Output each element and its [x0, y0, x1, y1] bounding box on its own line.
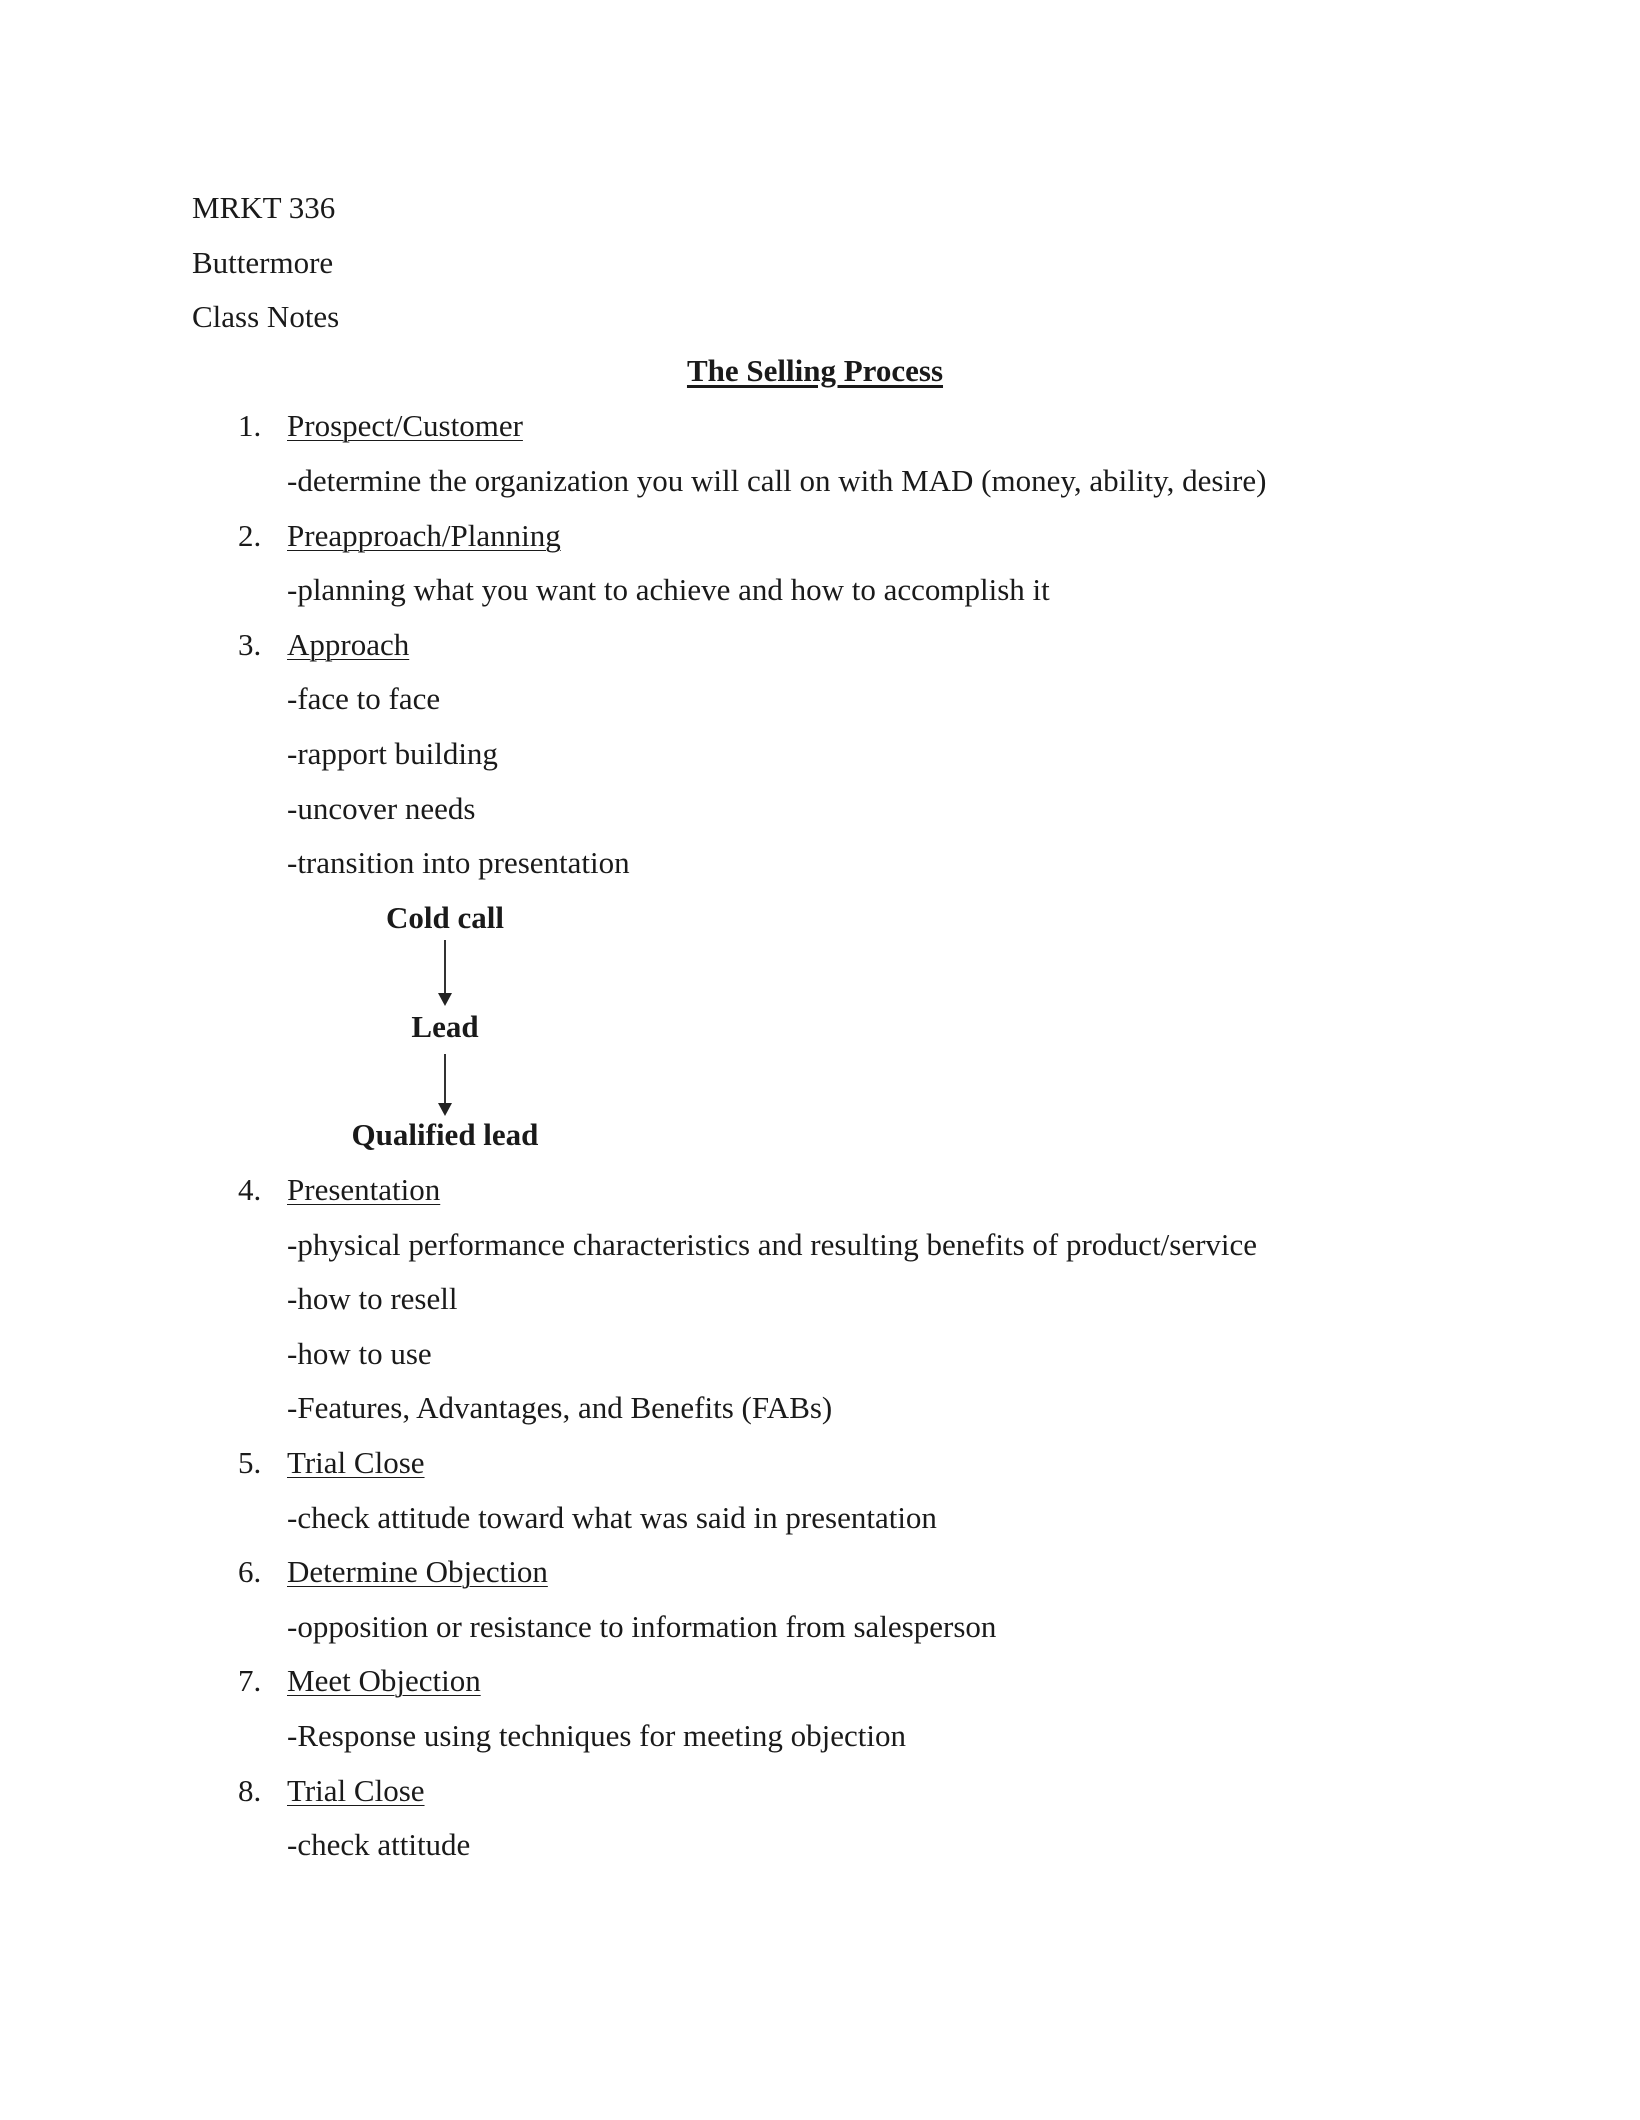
step-number: 2. [238, 518, 262, 553]
flow-node-qualified-lead: Qualified lead [351, 1117, 539, 1152]
flow-arrow-down-icon [435, 940, 455, 1006]
step-detail: -opposition or resistance to information from salesperson [287, 1609, 997, 1644]
step-number: 7. [238, 1663, 262, 1698]
step-heading: Presentation [287, 1172, 441, 1207]
instructor-name: Buttermore [192, 245, 334, 280]
step-number: 6. [238, 1554, 262, 1589]
step-heading: Preapproach/Planning [287, 518, 561, 553]
step-detail: -how to use [287, 1336, 432, 1371]
step-heading: Approach [287, 627, 410, 662]
step-heading: Meet Objection [287, 1663, 481, 1698]
step-heading: Prospect/Customer [287, 408, 523, 443]
step-number: 4. [238, 1172, 262, 1207]
step-heading: Determine Objection [287, 1554, 548, 1589]
step-number: 1. [238, 408, 262, 443]
step-detail: -how to resell [287, 1281, 458, 1316]
step-detail: -planning what you want to achieve and how to accomplish it [287, 572, 1050, 607]
step-detail: -face to face [287, 681, 441, 716]
step-detail: -determine the organization you will call on with MAD (money, ability, desire) [287, 463, 1267, 498]
flow-arrow-down-icon [435, 1054, 455, 1120]
step-heading: Trial Close [287, 1773, 425, 1808]
step-detail: -Response using techniques for meeting objection [287, 1718, 907, 1753]
step-detail: -uncover needs [287, 791, 476, 826]
step-number: 5. [238, 1445, 262, 1480]
step-detail: -check attitude [287, 1827, 471, 1862]
page-title: The Selling Process [686, 353, 944, 388]
step-number: 8. [238, 1773, 262, 1808]
flow-node-cold-call: Cold call [386, 900, 504, 935]
step-detail: -rapport building [287, 736, 498, 771]
flow-node-lead: Lead [411, 1009, 479, 1044]
course-code: MRKT 336 [192, 190, 336, 225]
step-detail: -check attitude toward what was said in presentation [287, 1500, 937, 1535]
document-type: Class Notes [192, 299, 340, 334]
step-detail: -transition into presentation [287, 845, 630, 880]
step-heading: Trial Close [287, 1445, 425, 1480]
step-number: 3. [238, 627, 262, 662]
step-detail: -physical performance characteristics and resulting benefits of product/service [287, 1227, 1258, 1262]
step-detail: -Features, Advantages, and Benefits (FABs) [287, 1390, 833, 1425]
